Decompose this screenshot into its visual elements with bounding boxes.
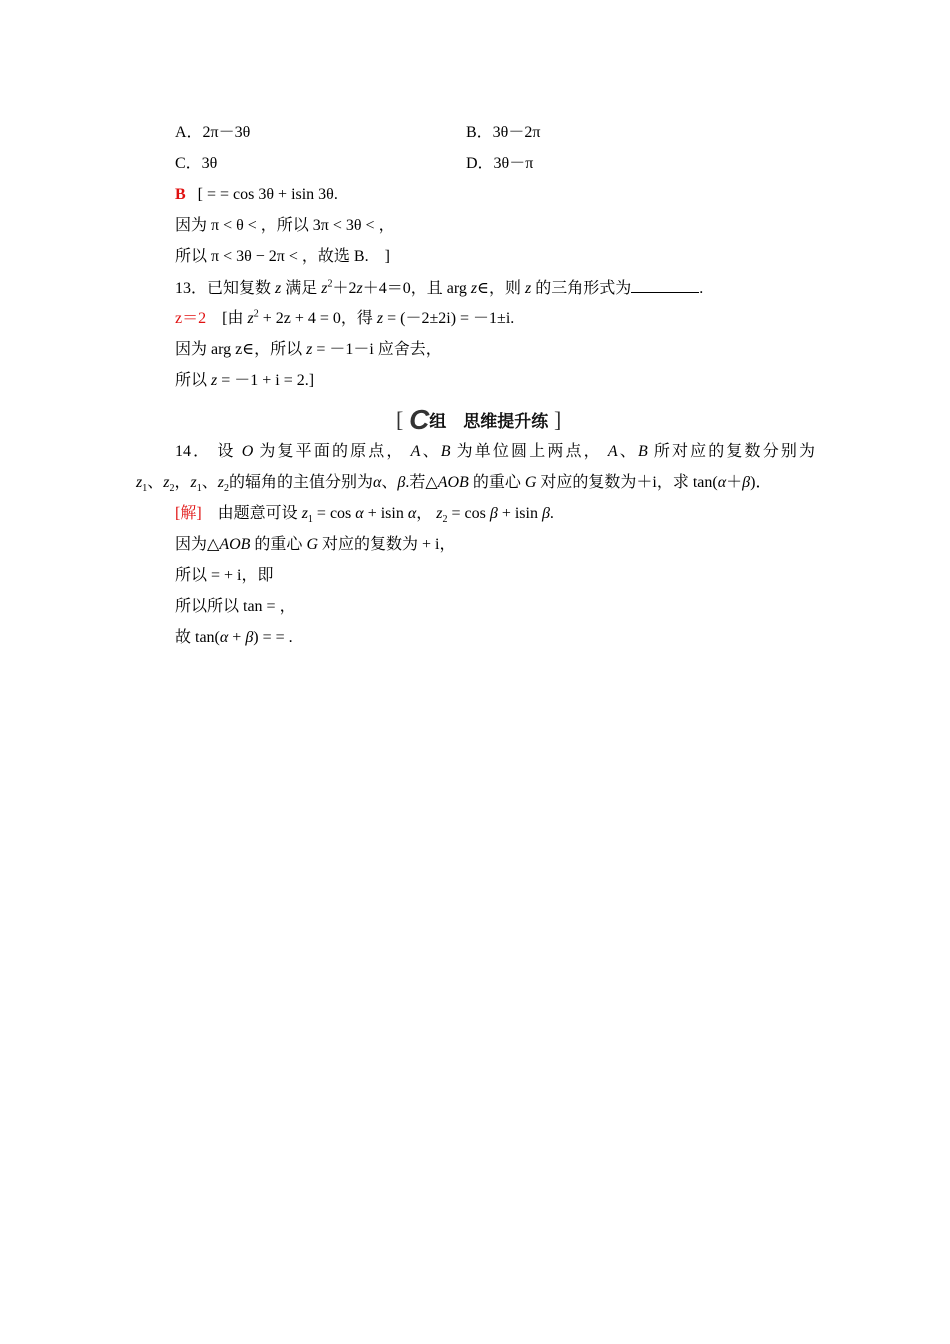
q14-solution-text: 对应的复数为 + i， — [322, 536, 456, 553]
q14-solution-text: = cos — [316, 505, 352, 522]
q14-text: 为复平面的原点， — [259, 443, 405, 460]
q14-solution-text: + isin — [367, 505, 404, 522]
q14-solution-text: ) = = . — [253, 629, 293, 646]
q13-solution-text: = (－2±2i) = －1±i. — [387, 310, 515, 327]
q14-text: 所对应的复数分别为 — [653, 443, 815, 460]
solution-label: [解] — [175, 505, 202, 522]
section-bracket: ] — [554, 407, 562, 432]
q13-solution-line1: z＝2 [由 $z^2 + 2z + 4 = 0$，得 z = (－2±2i) = －1±i. — [175, 308, 515, 327]
q13-stem-text: 已知复数 — [207, 280, 272, 297]
q14-text: 设 — [217, 443, 236, 460]
q14-stem-line2: $z_1$、$z_2$，$z_1$、$z_2$的辐角的主值分别为α、β.若△AOB 的重心 G 对应的复数为＋i，求 tan(α＋β)． — [136, 474, 772, 495]
q12-solution-line3: 所以 π < 3θ − 2π < ，故选 B. ] — [175, 248, 390, 265]
q13-stem-text: ∈，则 — [477, 280, 522, 297]
q13-solution-text: 因为 arg z∈，所以 — [175, 341, 303, 358]
q14-var: A — [410, 443, 421, 460]
q14-text: 的重心 — [472, 474, 521, 491]
q13-solution-text: + 2z + 4 = 0，得 — [262, 310, 373, 327]
q13-solution-text: = －1－i 应舍去， — [316, 341, 442, 358]
q13-solution-text: 所以 — [175, 372, 208, 389]
q14-var: O — [241, 443, 254, 460]
answer-blank[interactable] — [631, 278, 699, 293]
q14-number: 14． — [175, 443, 212, 460]
q14-solution-line1: [解] 由题意可设 $z_1 = \cos \alpha + isin$ α， $z_2 = \cos \beta + isin$ β. — [175, 505, 554, 526]
q14-var: B — [440, 443, 451, 460]
q14-text: 、 — [420, 443, 441, 460]
q14-stem-line1 — [175, 442, 815, 462]
q13-stem-text: 满足 — [285, 280, 318, 297]
q12-solution-line1 — [175, 185, 338, 205]
q14-text: 的辐角的主值分别为 — [228, 474, 373, 491]
q13-stem-text: 的三角形式为 — [535, 280, 632, 297]
q13-answer-key: z＝2 — [175, 310, 207, 327]
q14-solution-text: 由题意可设 — [217, 505, 298, 522]
q13-stem: 13．已知复数 z 满足 $z^2+2z+4=0$，且 arg z∈，则 z 的三角形式为 . — [175, 278, 704, 297]
q14-text: 对应的复数为＋i，求 tan( — [540, 474, 718, 491]
section-bracket: [ — [396, 407, 404, 432]
section-title: 组 思维提升练 — [429, 412, 549, 432]
option-d: D．3θ－π — [466, 155, 534, 172]
q12-answer-key: B — [175, 186, 186, 203]
q14-solution-text: + isin — [501, 505, 538, 522]
section-header-c — [396, 404, 561, 436]
q14-text: .若△ — [405, 474, 438, 491]
q13-number: 13． — [175, 280, 208, 297]
q14-text: 、 — [617, 443, 638, 460]
q14-solution-line5: 故 tan(α + β) = = . — [175, 629, 293, 646]
q14-solution-line2: 因为△AOB 的重心 G 对应的复数为 + i， — [175, 536, 456, 553]
option-a: A．2π－3θ — [175, 124, 251, 141]
q14-solution-text: 故 tan( — [175, 629, 220, 646]
q13-solution-text: [由 — [222, 310, 244, 327]
q14-solution-line4: 所以所以 tan = ， — [175, 598, 296, 615]
option-c: C．3θ — [175, 155, 218, 172]
section-letter: C — [409, 404, 430, 435]
q14-var: A — [607, 443, 618, 460]
q13-solution-line3: 所以 z = －1 + i = 2.] — [175, 372, 315, 389]
q12-solution-text: [ = = cos 3θ + isin 3θ. — [197, 186, 338, 203]
q14-text: )． — [750, 474, 772, 491]
q14-solution-text: 因为△ — [175, 536, 220, 553]
option-b: B．3θ－2π — [466, 124, 541, 141]
q13-stem-text: ＋4＝0，且 arg — [362, 280, 467, 297]
q13-stem-text: ＋2 — [332, 280, 357, 297]
q14-var: B — [637, 443, 648, 460]
q14-solution-text: = cos — [451, 505, 486, 522]
q13-solution-line2: 因为 arg z∈，所以 z = －1－i 应舍去， — [175, 341, 442, 358]
q14-solution-line3: 所以 = + i，即 — [175, 567, 274, 584]
q13-solution-text: = －1 + i = 2.] — [221, 372, 315, 389]
q14-text: 为单位圆上两点， — [456, 443, 602, 460]
q12-solution-line2: 因为 π < θ < ，所以 3π < 3θ < ， — [175, 217, 395, 234]
q14-solution-text: 的重心 — [254, 536, 303, 553]
